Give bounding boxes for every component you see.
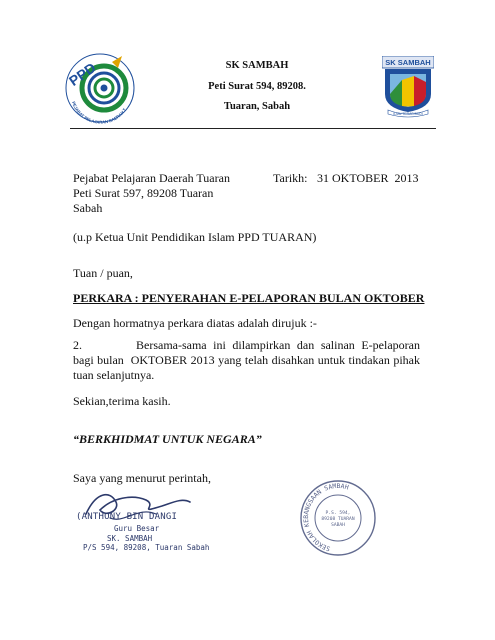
ppd-logo-text: PPD [65,59,99,89]
round-stamp-ring-text: SEKOLAH KEBANGSAAN SAMBAH [302,481,350,553]
paragraph-number: 2. [73,338,82,352]
paragraph-2 [73,338,423,383]
salutation: Tuan / puan, [73,266,133,280]
school-crest-ribbon: ILMU TERAS BUDI [393,112,423,116]
subject-heading: PERKARA : PENYERAHAN E-PELAPORAN BULAN OKTOBER [73,291,425,305]
school-address-line2: Tuaran, Sabah [223,101,291,112]
signature-address: P/S 594, 89208, Tuaran Sabah [83,543,210,552]
signature-school: SK. SAMBAH [107,534,153,543]
recipient-line1: Pejabat Pelajaran Daerah Tuaran [73,171,230,185]
ppd-logo-ring-text: PEJABAT PELAJARAN DAERAH T [71,100,128,124]
signature-title: Guru Besar [114,524,160,533]
ppd-logo [64,52,136,124]
date-label: Tarikh: [273,171,308,185]
closing-text: Sekian,terima kasih. [73,394,171,408]
letterhead-divider [70,128,436,129]
recipient-line3: Sabah [73,201,103,215]
motto: “BERKHIDMAT UNTUK NEGARA” [73,432,262,446]
recipient-attention: (u.p Ketua Unit Pendidikan Islam PPD TUARAN) [73,230,317,244]
official-round-stamp [298,478,378,558]
school-crest-logo [382,56,434,118]
round-stamp-line2: 89208 TUARAN [321,517,355,522]
signature-name: (ANTHONY BIN DANGI [76,512,178,522]
school-name: SK SAMBAH [225,60,289,71]
paragraph-text: Bersama-sama ini dilampirkan dan salinan E-pelaporan bagi bulan OKTOBER 2013 yang telah disahkan untuk tindakan pihak tuan selanjutnya. [73,338,423,382]
recipient-line2: Peti Surat 597, 89208 Tuaran [73,186,214,200]
school-address-line1: Peti Surat 594, 89208. [208,81,306,92]
round-stamp-line1: P.S. 594, [325,511,351,516]
school-crest-banner: SK SAMBAH [385,58,431,67]
intro-text: Dengan hormatnya perkara diatas adalah dirujuk :- [73,316,317,330]
round-stamp-line3: SABAH [331,523,345,528]
sign-off: Saya yang menurut perintah, [73,471,211,485]
date-value: 31 OKTOBER 2013 [317,171,419,185]
